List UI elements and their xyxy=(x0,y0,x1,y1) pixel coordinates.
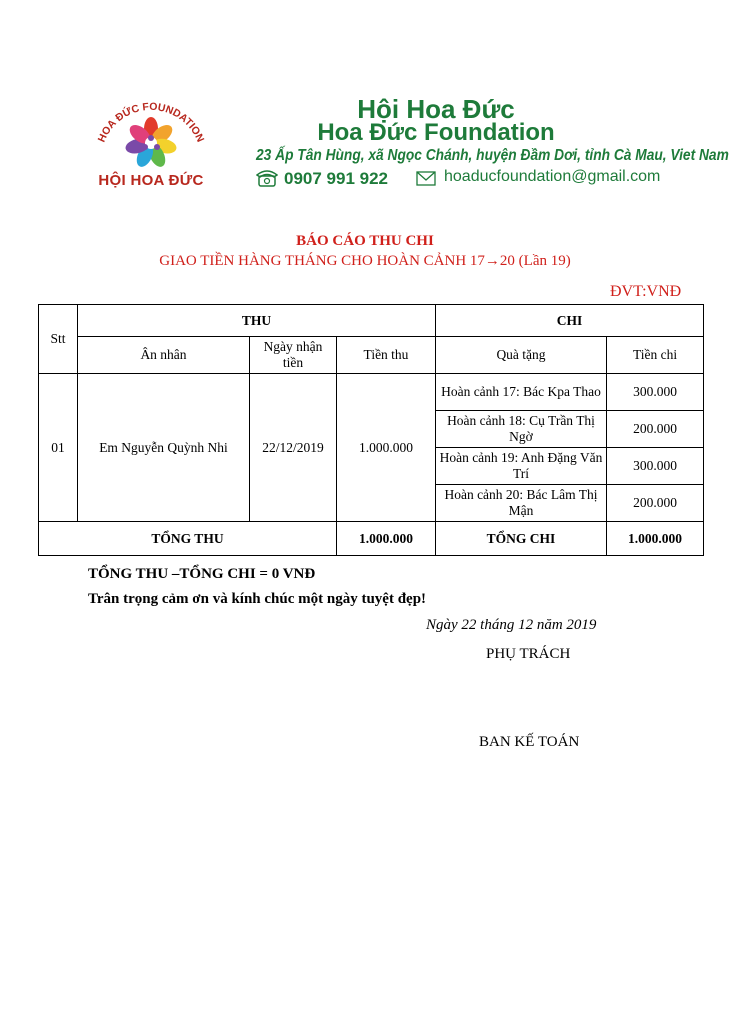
phone-icon xyxy=(256,168,278,188)
org-address: 23 Ấp Tân Hùng, xã Ngọc Chánh, huyện Đầm Dơi, tỉnh Cà Mau, Viet Nam xyxy=(256,147,729,164)
row-stt: 01 xyxy=(39,374,78,522)
report-title: BÁO CÁO THU CHI xyxy=(296,233,434,249)
logo-bottom-text: HỘI HOA ĐỨC xyxy=(98,172,204,189)
chi-item-tien-chi: 200.000 xyxy=(607,485,704,522)
chi-item-qua-tang: Hoàn cảnh 19: Anh Đặng Văn Trí xyxy=(436,448,607,485)
header-tien-chi: Tiền chi xyxy=(607,337,704,374)
tong-chi-label: TỔNG CHI xyxy=(436,522,607,556)
header-an-nhan: Ân nhân xyxy=(78,337,250,374)
tong-thu-label: TỔNG THU xyxy=(39,522,337,556)
signature-phu-trach: PHỤ TRÁCH xyxy=(486,646,571,662)
chi-item-tien-chi: 300.000 xyxy=(607,448,704,485)
row-tien-thu: 1.000.000 xyxy=(337,374,436,522)
tong-chi-value: 1.000.000 xyxy=(607,522,704,556)
tong-thu-value: 1.000.000 xyxy=(337,522,436,556)
report-date: Ngày 22 tháng 12 năm 2019 xyxy=(426,617,597,633)
email-address: hoaducfoundation@gmail.com xyxy=(444,168,661,185)
row-ngay: 22/12/2019 xyxy=(250,374,337,522)
org-name-vi: Hội Hoa Đức xyxy=(357,94,515,124)
mail-icon xyxy=(416,171,436,186)
flower-icon xyxy=(121,116,181,170)
table-row xyxy=(39,374,704,411)
header-chi: CHI xyxy=(436,305,704,337)
row-an-nhan: Em Nguyễn Quỳnh Nhi xyxy=(78,374,250,522)
chi-item-tien-chi: 200.000 xyxy=(607,411,704,448)
chi-item-qua-tang: Hoàn cảnh 17: Bác Kpa Thao xyxy=(436,374,607,411)
currency-unit: ĐVT:VNĐ xyxy=(610,283,682,300)
header-stt: Stt xyxy=(39,305,78,374)
org-name-en: Hoa Đức Foundation xyxy=(317,119,555,146)
foundation-logo xyxy=(88,88,214,206)
thanks-message: Trân trọng cảm ơn và kính chúc một ngày tuyệt đẹp! xyxy=(88,591,427,607)
chi-item-tien-chi: 300.000 xyxy=(607,374,704,411)
svg-text:HOA ĐỨC FOUNDATION: HOA ĐỨC FOUNDATION xyxy=(95,100,207,145)
org-contact xyxy=(256,168,661,192)
report-subtitle: GIAO TIỀN HÀNG THÁNG CHO HOÀN CẢNH 17→20 (Lần 19) xyxy=(159,253,571,269)
chi-item-qua-tang: Hoàn cảnh 20: Bác Lâm Thị Mận xyxy=(436,485,607,522)
header-tien-thu: Tiền thu xyxy=(337,337,436,374)
chi-item-qua-tang: Hoàn cảnh 18: Cụ Trần Thị Ngờ xyxy=(436,411,607,448)
header-qua-tang: Quà tặng xyxy=(436,337,607,374)
signature-ban-ke-toan: BAN KẾ TOÁN xyxy=(479,734,580,750)
totals-row xyxy=(39,522,704,556)
income-expense-table xyxy=(38,304,704,556)
header-ngay-nhan: Ngày nhận tiền xyxy=(250,337,337,374)
phone-number: 0907 991 922 xyxy=(284,169,388,188)
header-thu: THU xyxy=(78,305,436,337)
balance-summary: TỔNG THU –TỔNG CHI = 0 VNĐ xyxy=(88,566,316,582)
